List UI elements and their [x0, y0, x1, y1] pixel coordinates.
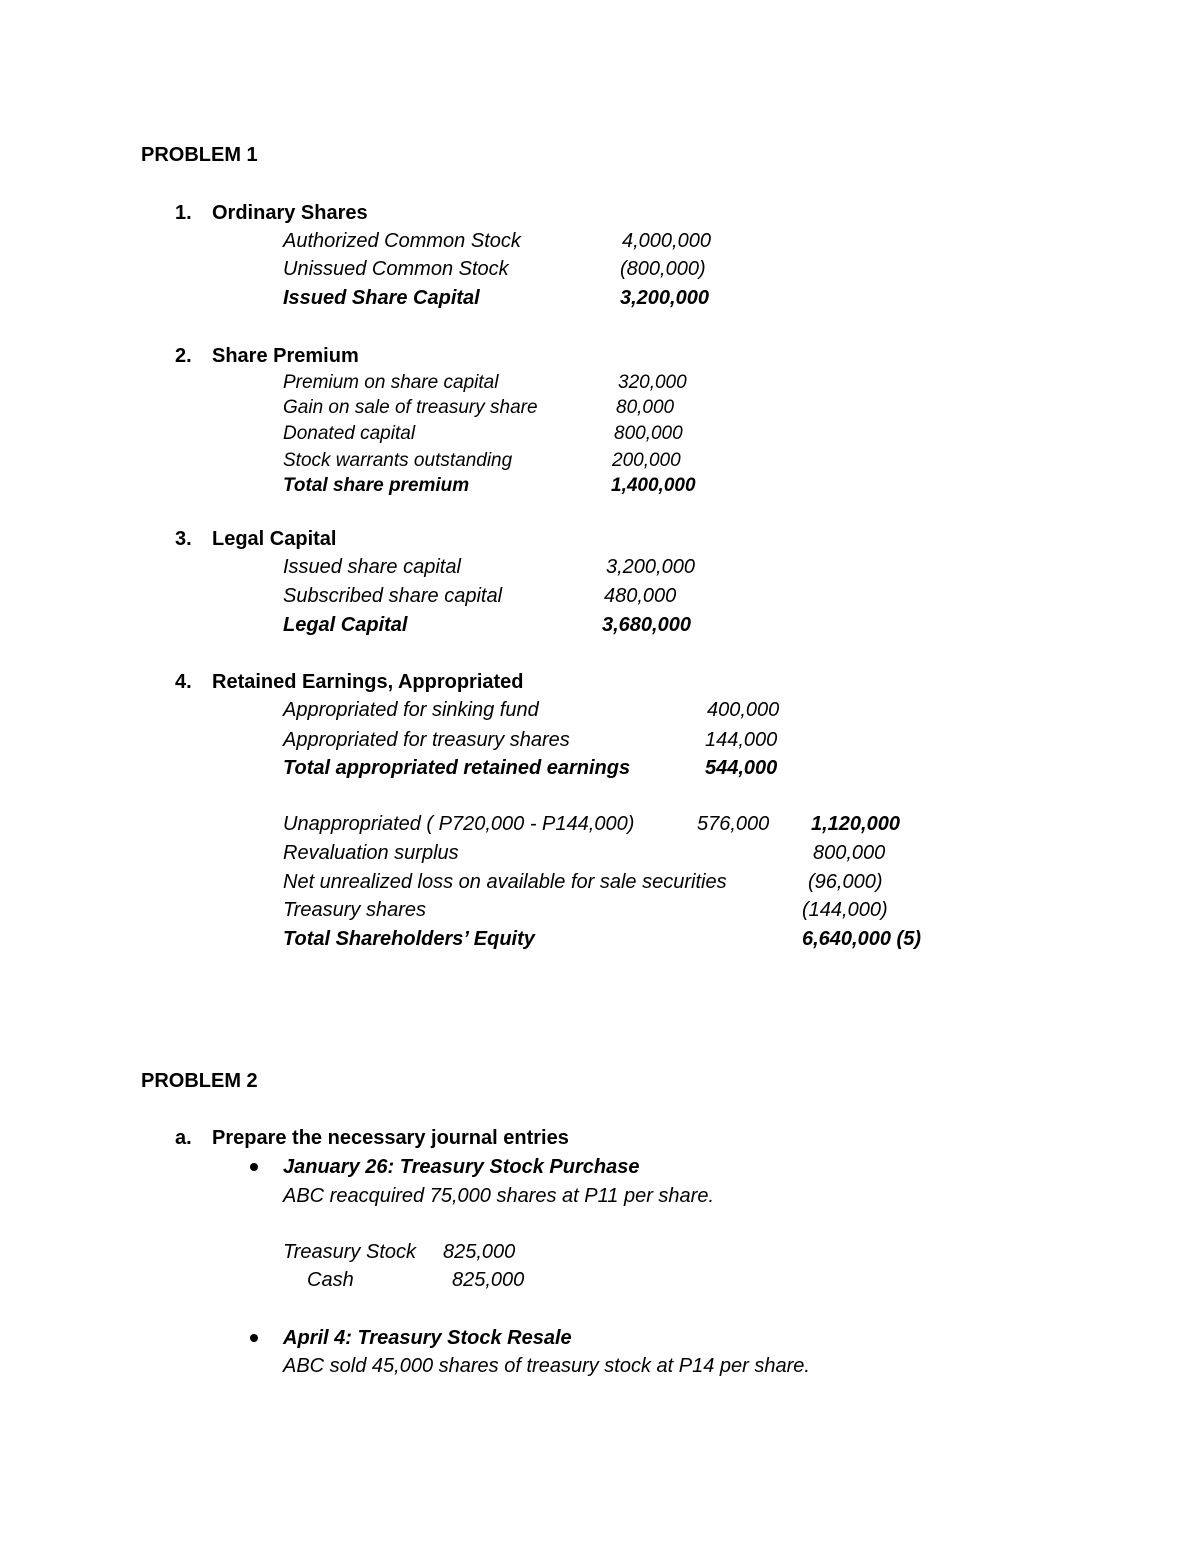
revaluation-surplus-value: 800,000: [813, 842, 886, 864]
problem-2-title: PROBLEM 2: [141, 1070, 258, 1092]
premium-share-capital-label: Premium on share capital: [283, 372, 499, 393]
total-share-premium-label: Total share premium: [283, 475, 470, 496]
issued-share-capital-value: 3,200,000: [620, 287, 709, 309]
legal-capital-label: Legal Capital: [283, 614, 408, 636]
entry-1-description: ABC reacquired 75,000 shares at P11 per share.: [283, 1185, 714, 1207]
section-1-heading: Ordinary Shares: [212, 202, 368, 224]
donated-capital-label: Donated capital: [283, 423, 416, 444]
unissued-stock-value: (800,000): [620, 258, 706, 280]
subscribed-capital-value: 480,000: [604, 585, 677, 607]
stock-warrants-label: Stock warrants outstanding: [283, 450, 513, 471]
appropriated-treasury-label: Appropriated for treasury shares: [283, 729, 570, 751]
sinking-fund-value: 400,000: [707, 699, 780, 721]
unrealized-loss-label: Net unrealized loss on available for sale securities: [283, 871, 727, 893]
gain-treasury-label: Gain on sale of treasury share: [283, 397, 538, 418]
appropriated-treasury-value: 144,000: [705, 729, 778, 751]
retained-earnings-total: 1,120,000: [811, 813, 900, 835]
entry-2-description: ABC sold 45,000 shares of treasury stock at P14 per share.: [283, 1355, 810, 1377]
total-appropriated-label: Total appropriated retained earnings: [283, 757, 631, 779]
legal-capital-value: 3,680,000: [602, 614, 691, 636]
bullet-icon: [250, 1334, 258, 1342]
bullet-icon: [250, 1163, 258, 1171]
entry-2-title: April 4: Treasury Stock Resale: [283, 1327, 572, 1349]
issued-share-capital-label: Issued Share Capital: [283, 287, 480, 309]
total-appropriated-value: 544,000: [705, 757, 778, 779]
section-1-number: 1.: [175, 202, 192, 224]
section-4-heading: Retained Earnings, Appropriated: [212, 671, 524, 693]
premium-share-capital-value: 320,000: [618, 372, 687, 393]
revaluation-surplus-label: Revaluation surplus: [283, 842, 459, 864]
section-2-heading: Share Premium: [212, 345, 359, 367]
issued-capital-value: 3,200,000: [606, 556, 695, 578]
unappropriated-label: Unappropriated ( P720,000 - P144,000): [283, 813, 635, 835]
issued-capital-label: Issued share capital: [283, 556, 461, 578]
total-share-premium-value: 1,400,000: [611, 475, 696, 496]
donated-capital-value: 800,000: [614, 423, 683, 444]
section-3-number: 3.: [175, 528, 192, 550]
section-4-number: 4.: [175, 671, 192, 693]
unissued-stock-label: Unissued Common Stock: [283, 258, 509, 280]
entry-1-title: January 26: Treasury Stock Purchase: [283, 1156, 640, 1178]
credit-amount: 825,000: [452, 1269, 525, 1291]
section-2-number: 2.: [175, 345, 192, 367]
total-equity-value: 6,640,000 (5): [802, 928, 921, 950]
debit-amount: 825,000: [443, 1241, 516, 1263]
authorized-stock-label: Authorized Common Stock: [283, 230, 521, 252]
treasury-shares-value: (144,000): [802, 899, 888, 921]
gain-treasury-value: 80,000: [616, 397, 675, 418]
section-3-heading: Legal Capital: [212, 528, 337, 550]
sinking-fund-label: Appropriated for sinking fund: [283, 699, 539, 721]
subscribed-capital-label: Subscribed share capital: [283, 585, 503, 607]
part-a-heading: Prepare the necessary journal entries: [212, 1127, 569, 1149]
treasury-shares-label: Treasury shares: [283, 899, 427, 921]
unappropriated-value: 576,000: [697, 813, 770, 835]
debit-account: Treasury Stock: [283, 1241, 416, 1263]
part-a-letter: a.: [175, 1127, 192, 1149]
stock-warrants-value: 200,000: [612, 450, 681, 471]
authorized-stock-value: 4,000,000: [622, 230, 711, 252]
total-equity-label: Total Shareholders’ Equity: [283, 928, 535, 950]
problem-1-title: PROBLEM 1: [141, 144, 258, 166]
credit-account: Cash: [307, 1269, 354, 1291]
unrealized-loss-value: (96,000): [808, 871, 883, 893]
